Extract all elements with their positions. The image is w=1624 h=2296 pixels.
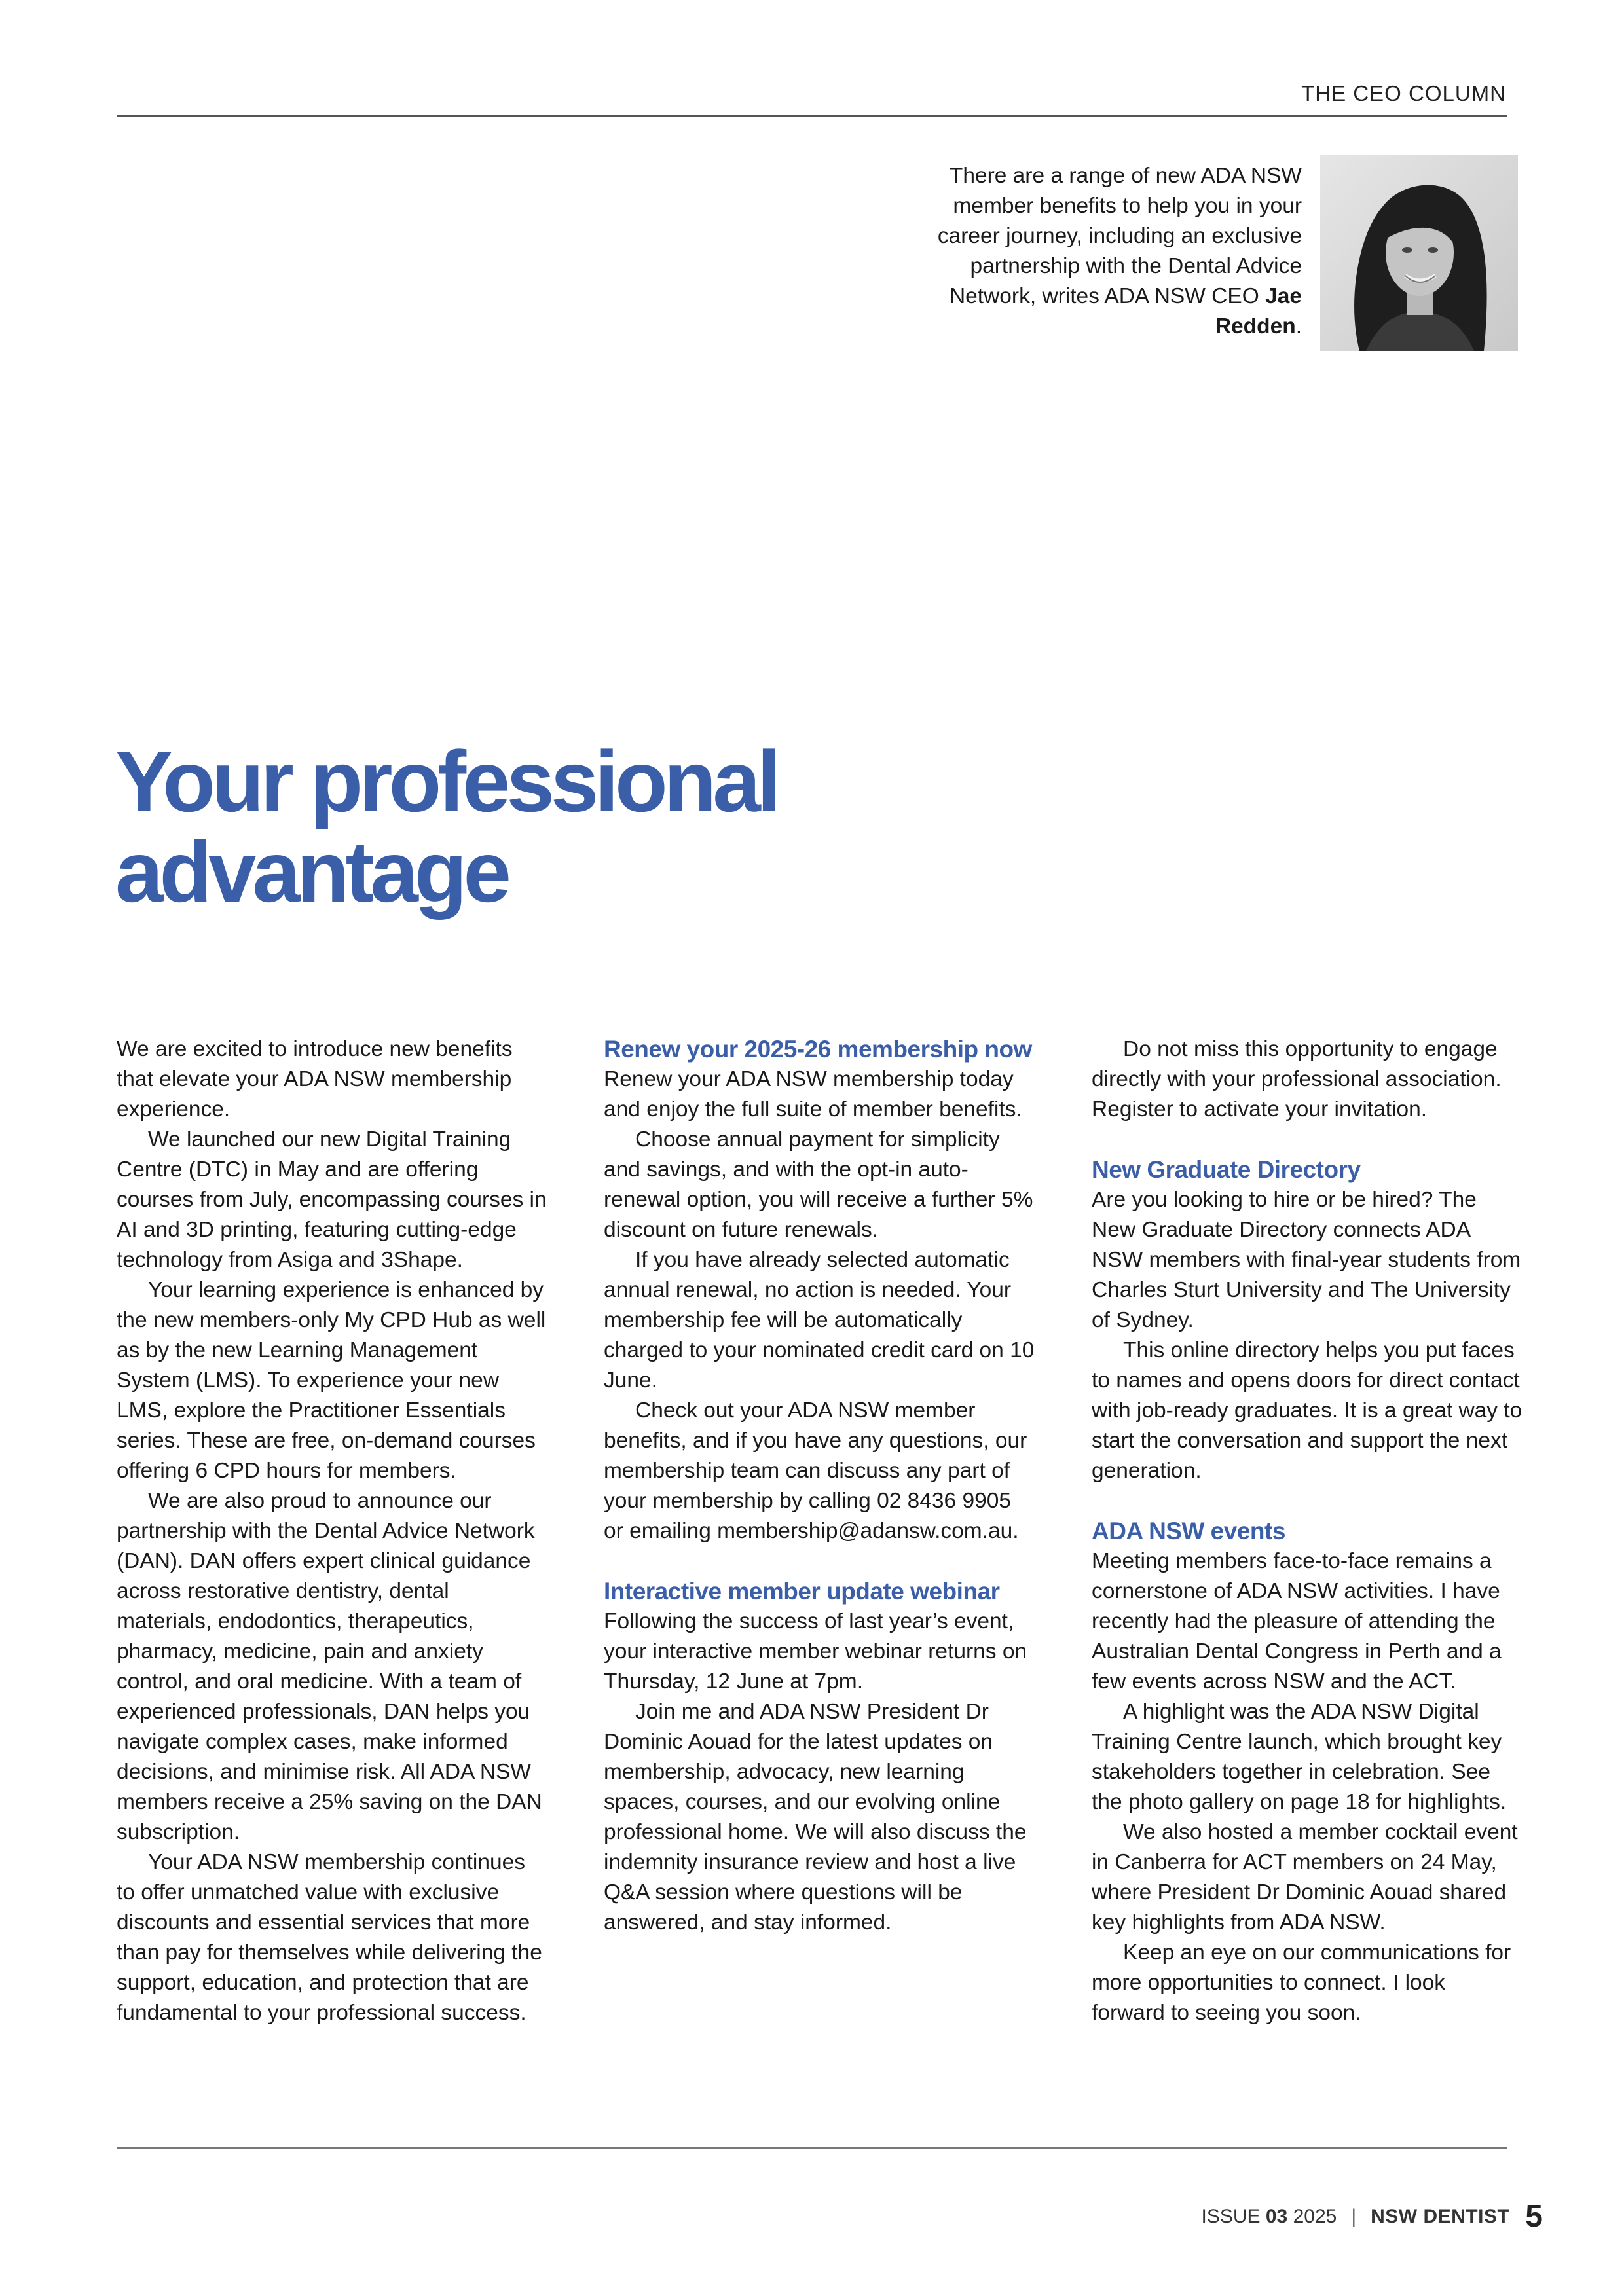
- publication-name: NSW DENTIST: [1371, 2205, 1510, 2227]
- issue-label: ISSUE: [1201, 2205, 1261, 2227]
- issue-number: 03: [1265, 2205, 1288, 2227]
- subheading-renew-membership: Renew your 2025-26 membership now: [604, 1036, 1032, 1063]
- article-column-3: [1092, 1034, 1524, 2028]
- paragraph: Join me and ADA NSW President Dr Dominic Aouad for the latest updates on membership, advocacy, new learning spaces, courses, and our evolving online professional home. We will also discuss the indemnity insurance review and host a live Q&A session where questions will be answered, and stay informed.: [604, 1700, 1027, 1935]
- issue-year: 2025: [1293, 2205, 1337, 2227]
- paragraph: Keep an eye on our communications for more opportunities to connect. I look forward to seeing you soon.: [1092, 1941, 1511, 2025]
- page-number: 5: [1525, 2199, 1543, 2234]
- paragraph: Choose annual payment for simplicity and savings, and with the opt-in auto-renewal option, you will receive a further 5% discount on future renewals.: [604, 1127, 1033, 1242]
- paragraph: Following the success of last year’s event, your interactive member webinar returns on Thursday, 12 June at 7pm.: [604, 1609, 1027, 1694]
- subheading-webinar: Interactive member update webinar: [604, 1578, 1000, 1605]
- paragraph: We are also proud to announce our partnership with the Dental Advice Network (DAN). DAN offers expert clinical guidance across restorative dentistry, dental materials, endodontics, therapeutics, pharmacy, medicine, pain and anxiety control, and oral medicine. With a team of experienced professionals, DAN helps you navigate complex cases, make informed decisions, and minimise risk. All ADA NSW members receive a 25% saving on the DAN subscription.: [117, 1489, 542, 1844]
- subheading-new-graduate-directory: New Graduate Directory: [1092, 1156, 1361, 1183]
- paragraph: We are excited to introduce new benefits that elevate your ADA NSW membership experience.: [117, 1037, 513, 1121]
- headline-line-1: Your professional: [115, 733, 777, 829]
- paragraph: Are you looking to hire or be hired? The New Graduate Directory connects ADA NSW members with final-year students from Charles Sturt University and The University of Sydney.: [1092, 1188, 1521, 1332]
- intro-end: .: [1295, 314, 1302, 338]
- paragraph: If you have already selected automatic annual renewal, no action is needed. Your membership fee will be automatically charged to your nominated credit card on 10 June.: [604, 1248, 1035, 1393]
- page-footer: [1201, 2198, 1543, 2234]
- footer-divider: [117, 2147, 1507, 2149]
- paragraph: Renew your ADA NSW membership today and enjoy the full suite of member benefits.: [604, 1067, 1022, 1121]
- intro-standfirst: [909, 161, 1302, 342]
- intro-text: There are a range of new ADA NSW member benefits to help you in your career journey, including an exclusive partnership with the Dental Advice Network, writes ADA NSW CEO: [937, 164, 1302, 308]
- paragraph: A highlight was the ADA NSW Digital Training Centre launch, which brought key stakeholders together in celebration. See the photo gallery on page 18 for highlights.: [1092, 1700, 1507, 1814]
- section-label: THE CEO COLUMN: [1301, 81, 1506, 105]
- paragraph: Check out your ADA NSW member benefits, and if you have any questions, our membership team can discuss any part of your membership by calling 02 8436 9905 or emailing membership@adansw.com.au.: [604, 1398, 1027, 1543]
- paragraph: Your ADA NSW membership continues to offer unmatched value with exclusive discounts and essential services that more than pay for themselves while delivering the support, education, and protection that are fundamental to your professional success.: [117, 1850, 542, 2025]
- article-column-2: [604, 1034, 1036, 1938]
- author-portrait: [1320, 155, 1518, 351]
- paragraph: We launched our new Digital Training Centre (DTC) in May and are offering courses from July, encompassing courses in AI and 3D printing, featuring cutting-edge technology from Asiga and 3Shape.: [117, 1127, 547, 1272]
- paragraph: Do not miss this opportunity to engage directly with your professional association. Register to activate your invitation.: [1092, 1037, 1502, 1121]
- subheading-events: ADA NSW events: [1092, 1518, 1285, 1544]
- paragraph: Your learning experience is enhanced by the new members-only My CPD Hub as well as by the new Learning Management System (LMS). To experience your new LMS, explore the Practitioner Essentials series. These are free, on-demand courses offering 6 CPD hours for members.: [117, 1278, 546, 1483]
- header-divider: [117, 115, 1507, 117]
- headline-line-2: advantage: [115, 824, 507, 920]
- paragraph: This online directory helps you put faces to names and opens doors for direct contact with job-ready graduates. It is a great way to start the conversation and support the next generation.: [1092, 1338, 1522, 1483]
- article-headline: [115, 733, 777, 920]
- paragraph: We also hosted a member cocktail event in Canberra for ACT members on 24 May, where President Dr Dominic Aouad shared key highlights from ADA NSW.: [1092, 1820, 1518, 1935]
- portrait-image: [1320, 155, 1518, 351]
- paragraph: Meeting members face-to-face remains a cornerstone of ADA NSW activities. I have recently had the pleasure of attending the Australian Dental Congress in Perth and a few events across NSW and the ACT.: [1092, 1549, 1502, 1694]
- footer-separator: |: [1351, 2205, 1357, 2227]
- author-name: Jae Redden: [1215, 284, 1302, 338]
- article-column-1: [117, 1034, 549, 2028]
